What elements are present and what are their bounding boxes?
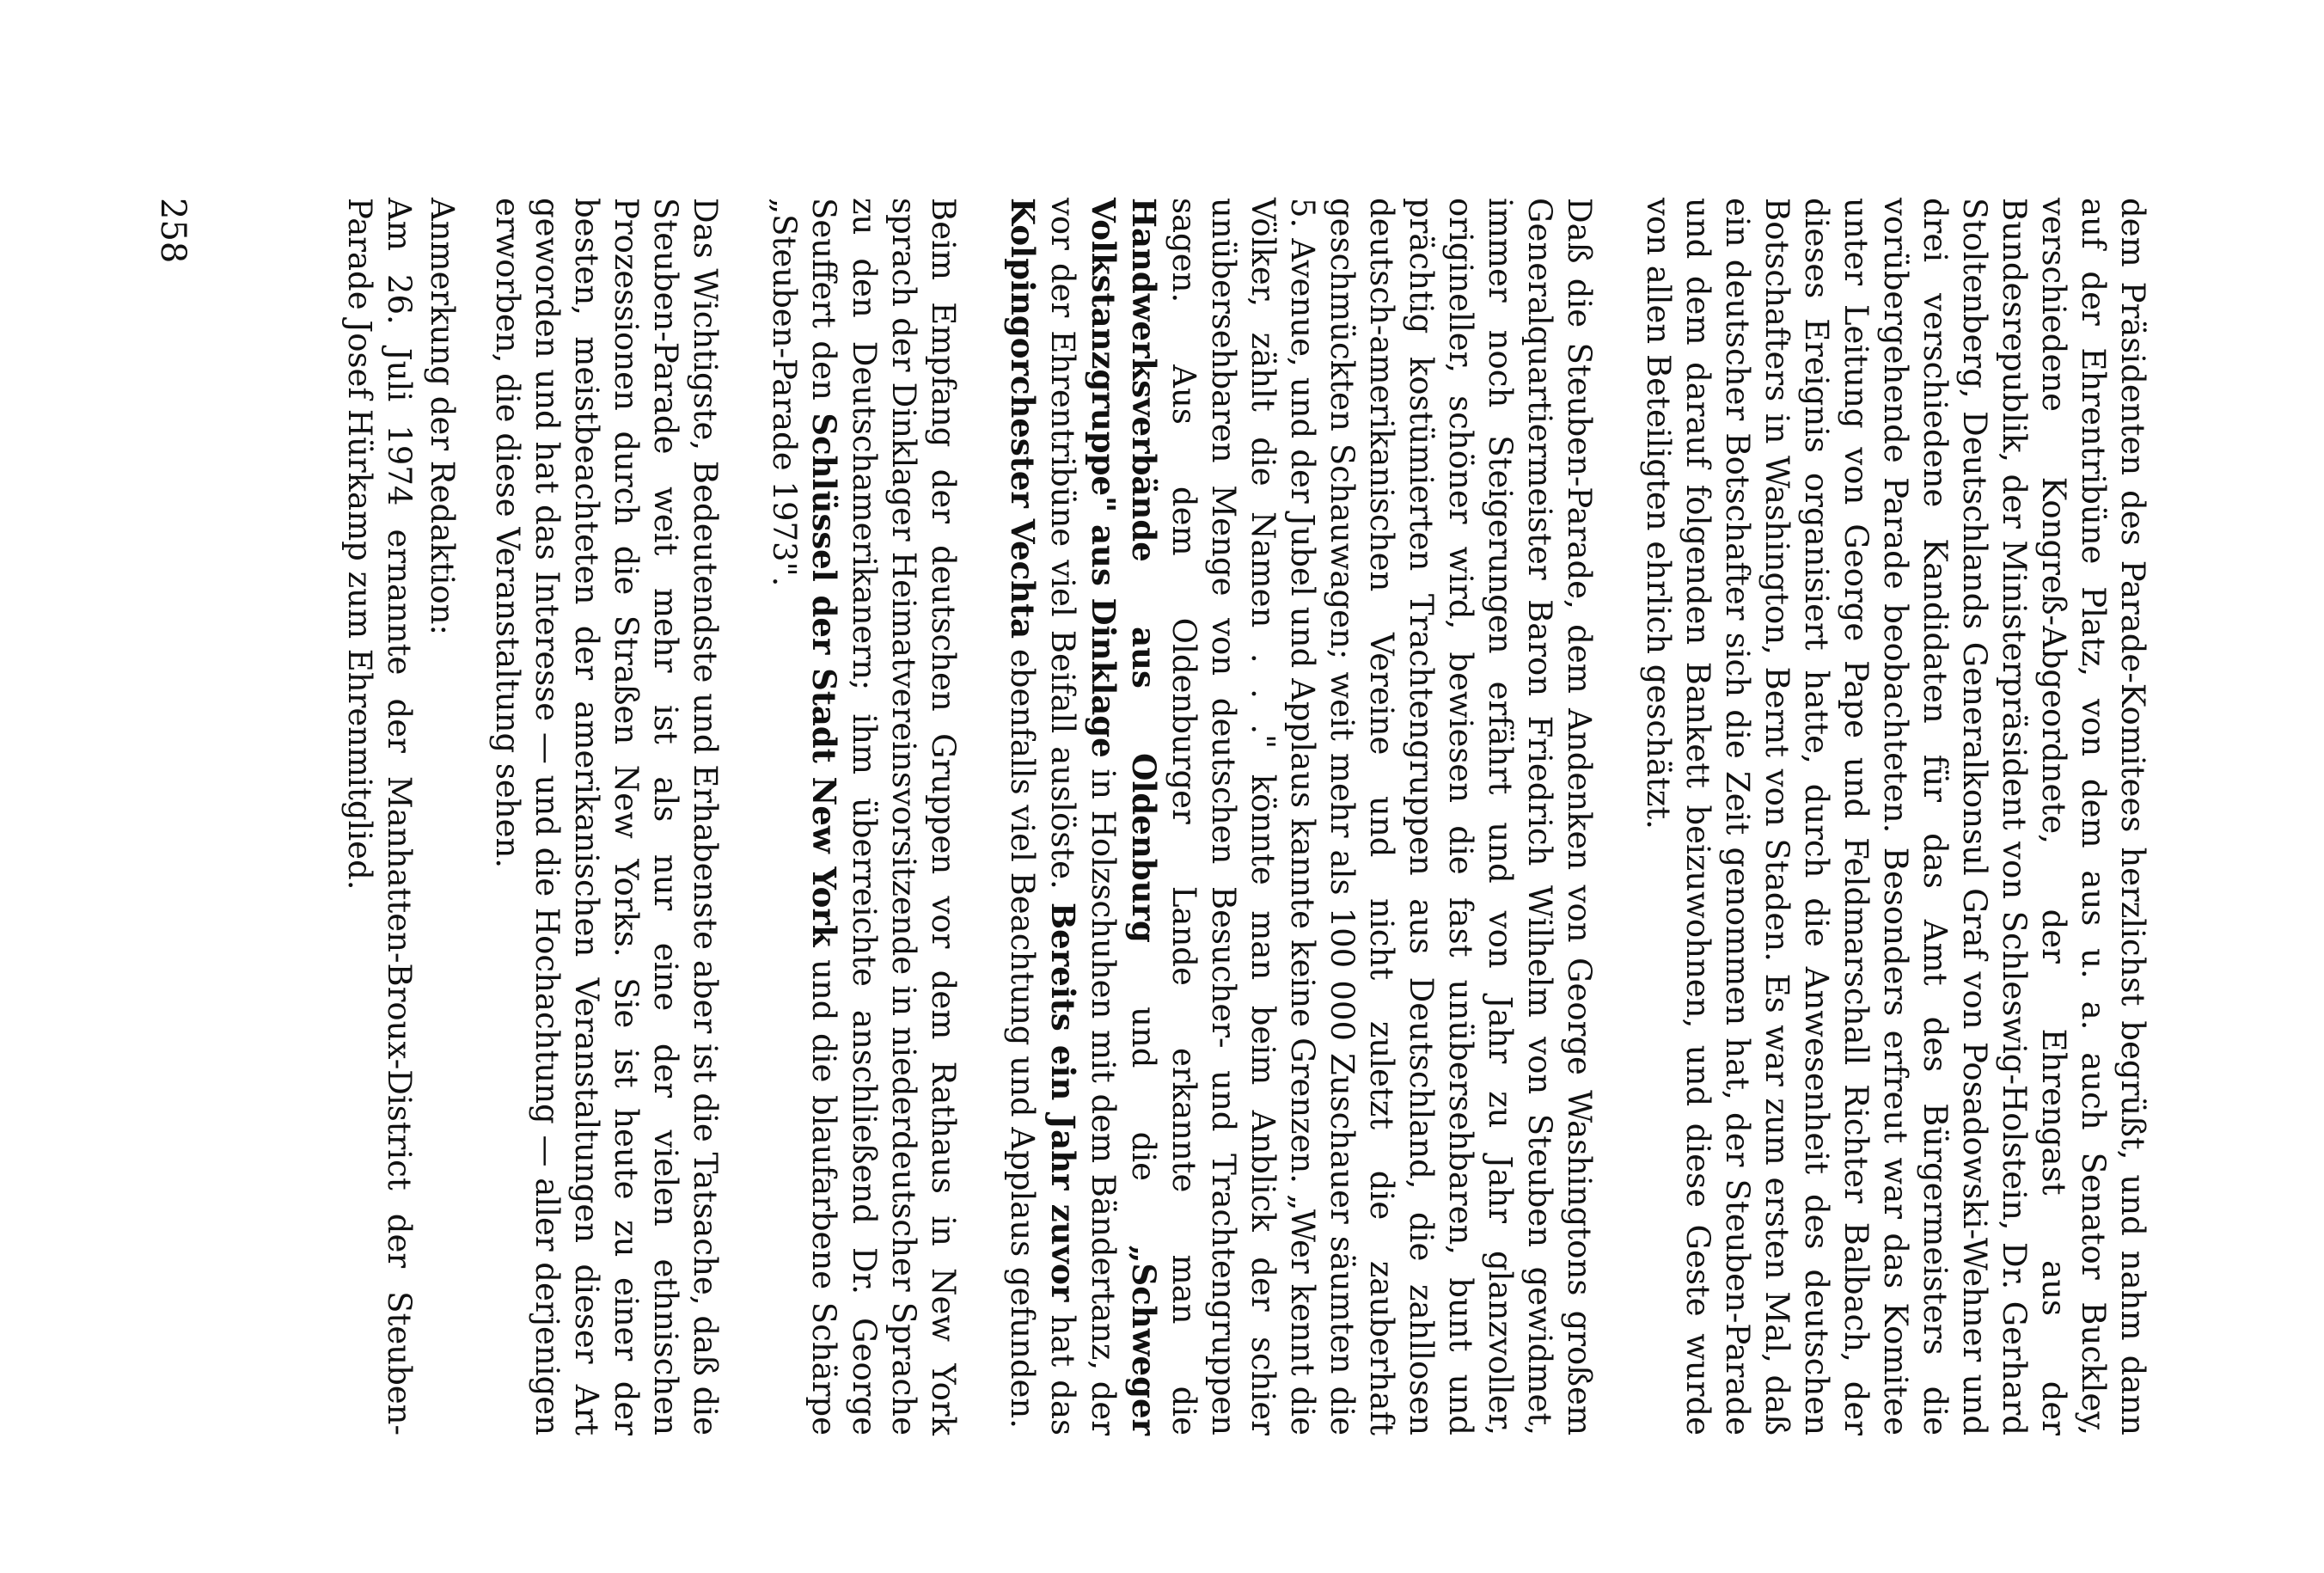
paragraph-2-text-1: Daß die Steuben-Parade, dem Andenken von George Washingtons großem Generalquartiermeister Baron Friedrich Wilhelm von Steuben gewidmet, immer noch Steigerungen erfährt und von Jahr zu Jahr glanzvoller, origineller, schöner wird, bewiesen die fast unübersehbaren, bunt und prächtig kostümierten Trachtengruppen aus Deutschland, die zahllosen deutsch-amerikanischen Vereine und nicht zuletzt die zauberhaft geschmückten Schauwagen; weit mehr als 100 000 Zuschauer säumten die 5. Avenue, und der Jubel und Applaus kannte keine Grenzen. „Wer kennt die Völker, zählt die Namen . . ." könnte man beim Anblick der schier unübersehbaren Menge von deutschen Besucher- und Trachtengruppen sagen. Aus dem Oldenburger Lande erkannte man die [1165,198,1598,1435]
editorial-note-heading: Anmerkung der Redaktion: [424,198,461,635]
paragraph-2-text-2: und die [1125,942,1162,1246]
paragraph-1: dem Präsidenten des Parade-Komitees herzlichst begrüßt, und nahm dann auf der Ehrentribüne Platz, von dem aus u. a. auch Senator Buckley, verschiedene Kongreß-Abgeordnete, der Ehrengast aus der Bundesrepublik, der Ministerpräsident von Schleswig-Holstein, Dr. Gerhard Stoltenberg, Deutschlands Generalkonsul Graf von Posadowski-Wehner und drei verschiedene Kandidaten für das Amt des Bürgermeisters die vorübergehende Parade beobachteten. Besonders erfreut war das Komitee unter Leitung von George Pape und Feldmarschall Richter Balbach, der dieses Ereignis organisiert hatte, durch die Anwesenheit des deutschen Botschafters in Washington, Bernt von Staden. Es war zum ersten Mal, daß ein deutscher Botschafter sich die Zeit genommen hat, der Steuben-Parade und dem darauf folgenden Bankett beizuwohnen, und diese Geste wurde von allen Beteiligten ehrlich geschätzt. [1640,198,2151,1435]
paragraph-4: Das Wichtigste, Bedeutendste und Erhabenste aber ist die Tatsache, daß die Steuben-Parade weit mehr ist als nur eine der vielen ethnischen Prozessionen durch die Straßen New Yorks. Sie ist heute zu einer der besten, meistbeachteten der amerikanischen Veranstaltungen dieser Art geworden und hat das Interesse — und die Hochachtung — aller derjenigen erworben, die diese Veranstaltung sehen. [489,198,724,1435]
paragraph-2-bold-4: Kolpingorchester Vechta [1004,198,1042,640]
paragraph-3 [764,198,963,1435]
paragraph-2-text-3: in Holzschuhen mit dem Bändertanz, der vor der Ehrentribüne viel Beifall auslöste. [1044,198,1122,1436]
paragraph-3-text-1: Beim Empfang der deutschen Gruppen vor dem Rathaus in New York sprach der Dinklager Heimatvereinsvorsitzende in niederdeutscher Sprache zu den Deutschamerikanern; ihm überreichte anschließend Dr. George Seuffert den [805,198,962,1435]
paragraph-2-bold-3: Bereits ein Jahr zuvor [1044,902,1082,1302]
paragraph-2 [1002,198,1599,1435]
editorial-note-text: Am 26. Juli 1974 ernannte der Manhatten-Broux-District der Steuben-Parade Josef Hürkamp zum Ehrenmitglied. [341,198,418,1435]
article-body [300,198,2152,1435]
paragraph-2-text-5: ebenfalls viel Beachtung und Applaus gefunden. [1004,639,1041,1429]
page-number: 258 [153,198,193,264]
paragraph-3-bold-1: Schlüssel der Stadt New York [805,413,843,947]
paragraph-2-bold-2: „Schweger Volkstanzgruppe" aus Dinklage [1085,198,1163,1435]
paragraph-3-text-2: und die blaufarbene Schärpe „Steuben-Parade 1973". [766,198,842,1435]
paragraph-2-bold-1: Handwerksverbände aus Oldenburg [1125,198,1163,943]
paragraph-2-text-4: hat das [1044,1301,1081,1435]
